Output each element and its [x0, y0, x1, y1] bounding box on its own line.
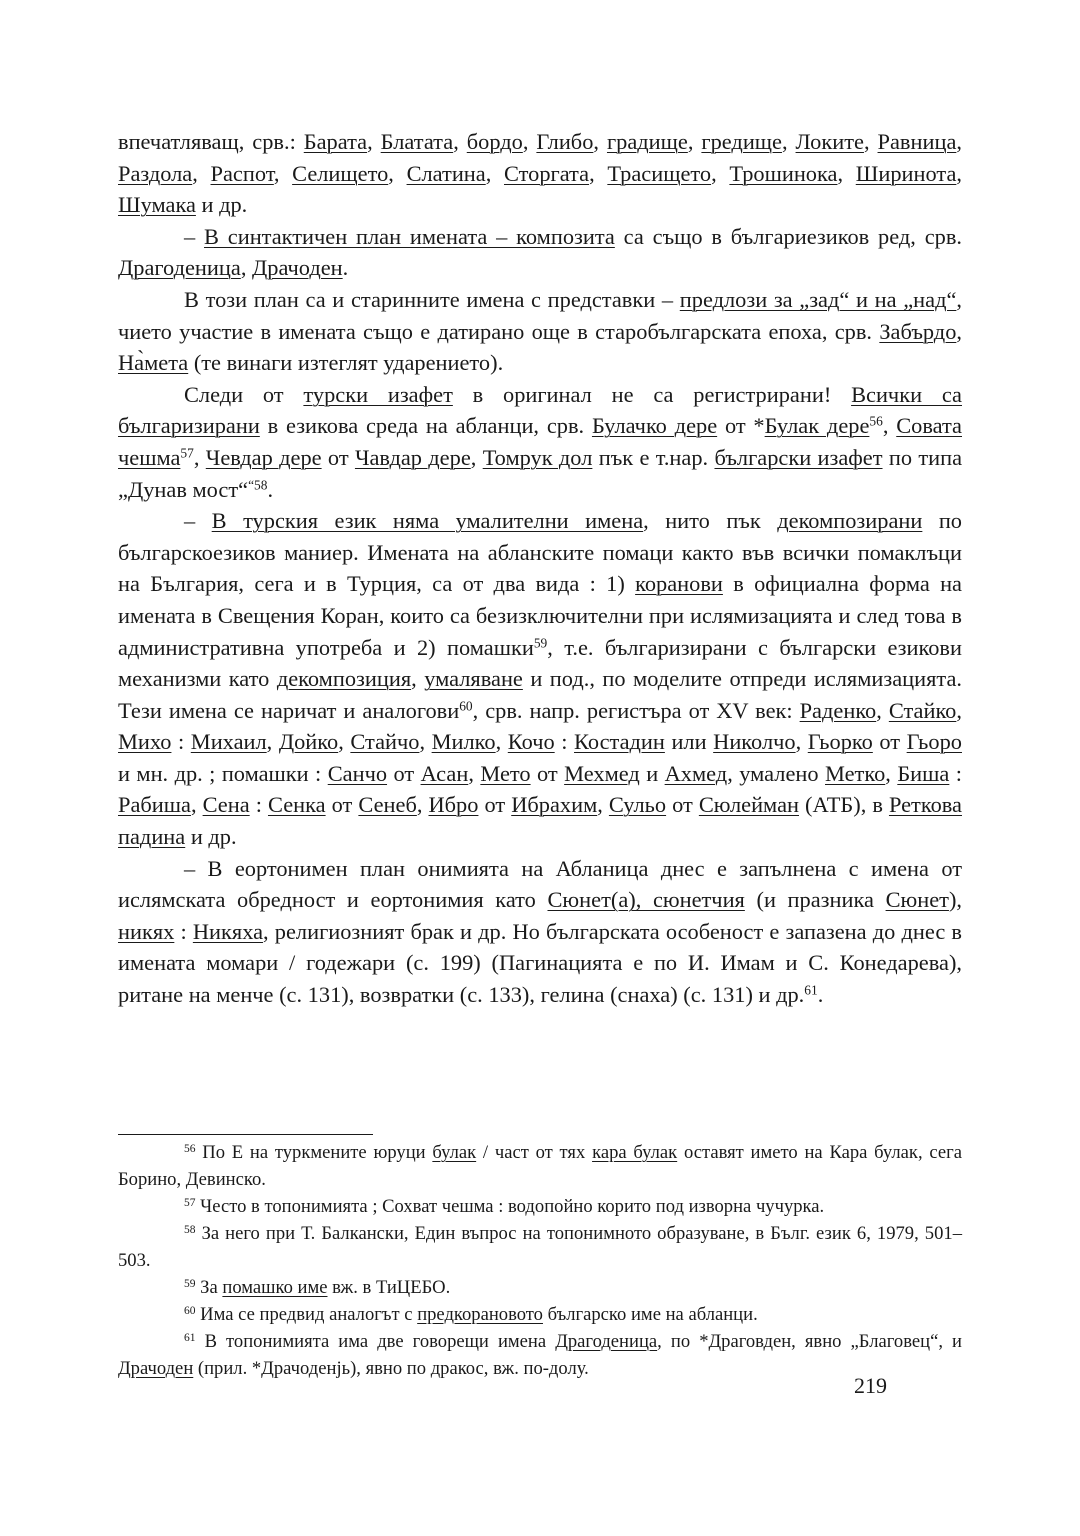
- underlined-term: Костадин: [574, 729, 665, 755]
- underlined-term: Глибо: [536, 129, 594, 154]
- text-run: ,: [419, 729, 432, 755]
- text-run: от: [321, 444, 355, 470]
- underlined-term: Метко: [825, 760, 886, 786]
- text-run: и др.: [185, 824, 237, 850]
- underlined-term: Шумака: [118, 192, 196, 218]
- text-run: в официална форма на имената в Свещения Коран, които са безизключителни при ислямизацията и след това в административна употреба и 2) помашки: [118, 571, 962, 660]
- text-run: в оригинал не са регистрирани!: [452, 381, 852, 407]
- underlined-term: булак: [432, 1142, 477, 1163]
- underlined-term: Стайко: [888, 697, 957, 723]
- text-run: от: [325, 792, 359, 818]
- text-run: в езикова среда на абланци, срв.: [259, 413, 592, 439]
- text-run: ,: [876, 697, 889, 723]
- text-run: (АТБ), в: [799, 792, 889, 818]
- underlined-term: помашко име: [222, 1277, 328, 1298]
- underlined-term: Мехмед: [564, 760, 640, 786]
- body-paragraph: [118, 505, 962, 853]
- footnote: [118, 1301, 962, 1328]
- text-run: и мн. др. ; помашки :: [118, 760, 328, 786]
- footnote-ref: 56: [184, 1143, 196, 1156]
- text-run: от *: [717, 413, 765, 439]
- text-run: Следи от: [184, 381, 304, 407]
- text-run: ,: [885, 760, 898, 786]
- underlined-term: Локите: [795, 129, 864, 154]
- footnote-ref: 59: [184, 1278, 196, 1291]
- text-run: :: [554, 729, 575, 755]
- text-run: ,: [956, 129, 962, 154]
- underlined-term: Драгоденица: [555, 1331, 658, 1352]
- underlined-term: Сульо: [608, 792, 667, 818]
- text-run: ,: [495, 729, 508, 755]
- underlined-term: декомпозиция: [276, 666, 412, 692]
- underlined-term: Милко: [431, 729, 496, 755]
- text-run: ,: [193, 444, 206, 470]
- text-run: ,: [522, 129, 537, 154]
- footnote: [118, 1220, 962, 1274]
- text-run: За него при Т. Балкански, Един въпрос на топонимното образуване, в Бълг. език 6, 1979, 501–503.: [118, 1223, 962, 1271]
- text-run: , срв. напр. регистъра от XV век:: [472, 697, 800, 723]
- footnote-ref: “58: [248, 477, 268, 493]
- text-run: ,: [781, 129, 796, 154]
- underlined-term: Сенеб: [358, 792, 417, 818]
- underlined-term: Забърдо: [879, 318, 957, 344]
- underlined-term: бордо: [466, 129, 523, 154]
- text-run: от: [387, 760, 421, 786]
- text-run: впечатляващ, срв.:: [118, 129, 304, 154]
- text-run: ,: [266, 729, 279, 755]
- underlined-term: Всички са българизирани: [118, 381, 962, 439]
- footnote: [118, 1328, 962, 1382]
- underlined-term: В синтактичен план имената – композита: [204, 223, 615, 249]
- text-run: от: [530, 760, 565, 786]
- text-run: или: [664, 729, 714, 755]
- text-run: За: [195, 1277, 223, 1298]
- text-run: ,: [273, 160, 293, 186]
- text-run: ,: [240, 255, 253, 281]
- footnotes: [118, 1139, 962, 1382]
- underlined-term: турски изафет: [303, 381, 453, 407]
- footnote-ref: 57: [180, 445, 194, 461]
- underlined-term: Михо: [118, 729, 172, 755]
- footnote-ref: 56: [869, 413, 883, 429]
- text-run: ,: [837, 160, 856, 186]
- text-run: ,: [485, 160, 504, 186]
- text-run: са също в българиезиков ред, срв.: [614, 223, 963, 249]
- underlined-term: Стайчо: [350, 729, 420, 755]
- footnote-ref: 61: [184, 1332, 196, 1345]
- underlined-term: Трошинока: [729, 160, 838, 186]
- footnote-separator: [118, 1134, 373, 1135]
- underlined-term: Селището: [292, 160, 389, 186]
- text-run: ,: [468, 760, 481, 786]
- underlined-term: Драгоденица: [118, 255, 241, 281]
- text-run: ,: [190, 792, 203, 818]
- underlined-term: Слатина: [406, 160, 486, 186]
- text-run: , религиозният брак и др. Но българската особеност е запазена до днес в имената момари / годежари (с. 199) (Пагинацията е по И. Имам и С. Конедарева), ритане на менче (с. 131), возвратки (с. 133), гелина (снаха) (с. 131) и др.: [118, 918, 962, 1008]
- underlined-term: Булачко дере: [591, 413, 718, 439]
- underlined-term: Николчо: [713, 729, 796, 755]
- text-run: ,: [956, 160, 962, 186]
- text-run: ,: [956, 697, 962, 723]
- text-run: :: [949, 760, 962, 786]
- text-run: ,: [711, 160, 730, 186]
- footnote-ref: 60: [184, 1305, 196, 1318]
- underlined-term: Блатата: [380, 129, 454, 154]
- underlined-term: Ахмед: [664, 760, 728, 786]
- text-run: вж. в ТиЦЕБО.: [327, 1277, 451, 1298]
- text-run: – В еортонимен план онимията на Абланица днес е запълнена с имена от ислямската обредност и еортонимия като: [118, 855, 962, 913]
- text-run: (прил. *Драчоденјь), явно по дракос, вж. по-долу.: [193, 1358, 589, 1379]
- footnote-ref: 61: [804, 982, 818, 998]
- text-run: ,: [863, 129, 878, 154]
- body-paragraph: [118, 126, 962, 221]
- text-run: от: [666, 792, 699, 818]
- text-run: :: [249, 792, 268, 818]
- underlined-term: В турския език няма умалителни имена: [211, 508, 644, 534]
- underlined-term: Ибрахим: [511, 792, 598, 818]
- text-run: .: [817, 982, 824, 1008]
- underlined-term: Совата чешма: [118, 413, 962, 470]
- underlined-term: предкорановото: [417, 1304, 543, 1325]
- underlined-term: Сюнет(а), сюнетчия: [547, 887, 745, 913]
- text-run: пък е т.нар.: [592, 444, 715, 470]
- text-run: По Е на туркмените юруци: [195, 1142, 433, 1163]
- text-run: .: [342, 255, 349, 281]
- underlined-term: Гьоро: [906, 729, 962, 755]
- text-run: по типа „Дунав мост“: [118, 444, 963, 502]
- footnote: [118, 1274, 962, 1301]
- underlined-term: Ширинота: [855, 160, 957, 186]
- underlined-term: Биша: [897, 760, 950, 786]
- text-run: (те винаги изтеглят ударението).: [188, 350, 504, 376]
- text-run: ,: [367, 129, 381, 154]
- text-run: от: [872, 729, 907, 755]
- underlined-term: никях: [118, 918, 175, 944]
- text-run: В този план са и старинните имена с представки –: [184, 286, 680, 312]
- underlined-term: кара булак: [592, 1142, 678, 1163]
- text-run: и под., по моделите отпреди ислямизацията. Тези имена се наричат и аналогови: [118, 666, 963, 723]
- underlined-term: Реткова падина: [118, 792, 962, 850]
- underlined-term: Чевдар дере: [205, 444, 322, 470]
- text-run: , т.е. българизирани с български езикови механизми като: [118, 634, 962, 692]
- underlined-term: Мето: [480, 760, 531, 786]
- underlined-term: Раденко: [799, 697, 877, 723]
- text-run: ,: [956, 318, 962, 344]
- underlined-term: Кочо: [507, 729, 555, 755]
- body-paragraph: [118, 221, 962, 284]
- text-run: , умалено: [727, 760, 825, 786]
- underlined-term: декомпозирани: [777, 508, 923, 534]
- text-run: ,: [388, 160, 407, 186]
- underlined-term: Трасището: [607, 160, 712, 186]
- underlined-term: Гьорко: [807, 729, 873, 755]
- underlined-term: Санчо: [327, 760, 388, 786]
- underlined-term: български изафет: [714, 444, 883, 470]
- text-run: Има се предвид аналогът с: [195, 1304, 418, 1325]
- text-run: и: [639, 760, 665, 786]
- underlined-term: коранови: [635, 571, 723, 597]
- underlined-term: Драчоден: [118, 1358, 194, 1379]
- text-run: ,: [411, 666, 425, 692]
- underlined-term: Сюлейман: [698, 792, 799, 818]
- text-run: ,: [589, 160, 608, 186]
- underlined-term: Чавдар дере: [354, 444, 471, 470]
- text-run: ,: [470, 444, 483, 470]
- footnote-ref: 57: [184, 1197, 196, 1210]
- underlined-term: Равница: [877, 129, 957, 154]
- text-run: ,: [338, 729, 351, 755]
- text-run: В топонимията има две говорещи имена: [195, 1331, 556, 1352]
- underlined-term: Никяха: [192, 918, 264, 944]
- page-number: 219: [854, 1373, 887, 1398]
- underlined-term: гредище: [701, 129, 782, 154]
- footnote-ref: 58: [184, 1224, 196, 1237]
- text-run: и др.: [195, 192, 248, 218]
- body-paragraph: [118, 853, 962, 1011]
- text-run: –: [184, 508, 212, 534]
- text-run: ,: [795, 729, 808, 755]
- underlined-term: Сюнет: [885, 887, 949, 913]
- footnote: [118, 1139, 962, 1193]
- text-run: , чието участие в имената също е датирано още в старобългарската епоха, срв.: [118, 286, 963, 344]
- text-run: Често в топонимията ; Сохват чешма : водопойно корито под изворна чучурка.: [195, 1196, 825, 1217]
- underlined-term: Драчоден: [252, 255, 343, 281]
- underlined-term: градище: [606, 129, 688, 154]
- underlined-term: Томрук дол: [482, 444, 593, 470]
- underlined-term: Булак дере: [764, 413, 870, 439]
- underlined-term: Раздола: [118, 160, 193, 186]
- text-run: ,: [882, 413, 897, 439]
- underlined-term: Барата: [303, 129, 368, 154]
- text-run: ,: [192, 160, 211, 186]
- footnote-ref: 60: [459, 698, 473, 714]
- text-run: ,: [687, 129, 702, 154]
- footnote-ref: 59: [533, 635, 548, 651]
- underlined-term: Сторгата: [504, 160, 590, 186]
- text-run: , нито пък: [643, 508, 778, 534]
- main-text: [118, 126, 962, 1011]
- text-run: българско име на абланци.: [542, 1304, 758, 1325]
- text-run: :: [174, 918, 193, 944]
- underlined-term: На̀мета: [118, 350, 189, 376]
- text-run: / част от тях: [476, 1142, 593, 1163]
- underlined-term: Сена: [202, 792, 250, 818]
- underlined-term: Асан: [420, 760, 469, 786]
- text-run: оставят името на Кара булак, сега Борино, Девинско.: [118, 1142, 962, 1190]
- underlined-term: Сенка: [267, 792, 326, 818]
- underlined-term: Ибро: [428, 792, 479, 818]
- text-run: ,: [453, 129, 467, 154]
- underlined-term: Распот: [210, 160, 274, 186]
- body-paragraph: [118, 284, 962, 379]
- underlined-term: предлози за „зад“ и на „над“: [679, 286, 957, 312]
- body-paragraph: [118, 379, 962, 505]
- underlined-term: умаляване: [424, 666, 523, 692]
- underlined-term: Дойко: [278, 729, 339, 755]
- text-run: ,: [593, 129, 607, 154]
- text-run: .: [267, 476, 274, 502]
- text-run: (и празника: [744, 887, 886, 913]
- footnote: [118, 1193, 962, 1220]
- text-run: по българскоезиков маниер. Имената на абланските помаци както във всички помаклъци на България, сега и в Турция, са от два вида : 1): [118, 508, 963, 597]
- underlined-term: Рабиша: [118, 792, 191, 818]
- text-run: , по *Драговден, явно „Благовец“, и: [657, 1331, 962, 1352]
- text-run: от: [478, 792, 512, 818]
- text-run: ),: [948, 887, 963, 913]
- text-run: ,: [416, 792, 429, 818]
- underlined-term: Михаил: [190, 729, 267, 755]
- text-run: ,: [597, 792, 609, 818]
- text-run: –: [184, 223, 205, 249]
- text-run: :: [171, 729, 191, 755]
